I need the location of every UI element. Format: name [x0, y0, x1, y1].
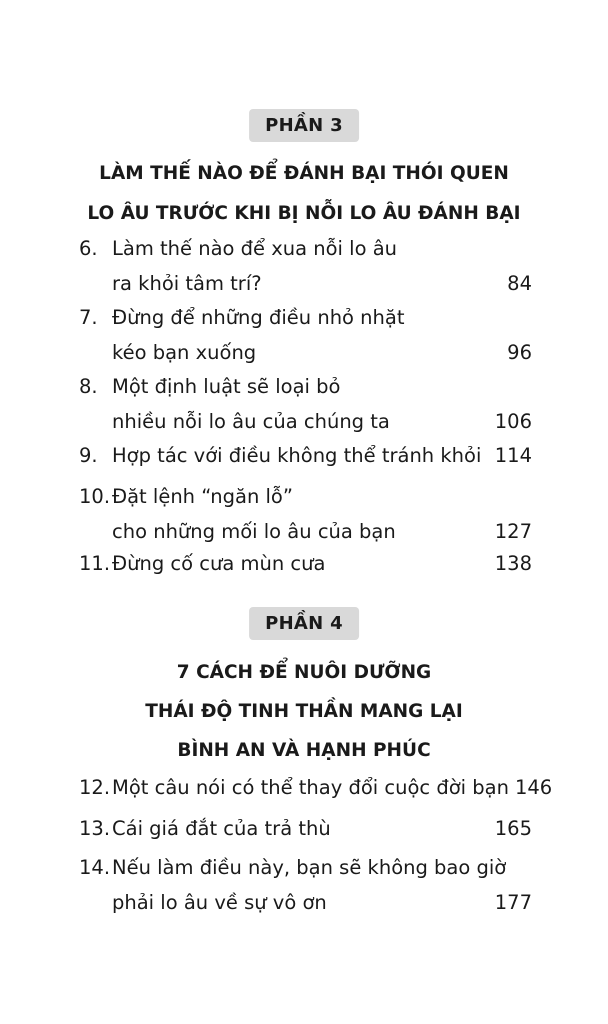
entry-number: 9. — [79, 444, 98, 467]
entry-page-number: 146 — [514, 776, 553, 799]
entry-number: 6. — [79, 237, 98, 260]
entry-page-number: 106 — [494, 410, 532, 433]
part-4-title-line-2: THÁI ĐỘ TINH THẦN MANG LẠI — [145, 701, 463, 722]
entry-title: Đừng để những điều nhỏ nhặt — [112, 306, 405, 329]
entry-title: Làm thế nào để xua nỗi lo âu — [112, 237, 398, 260]
toc-entry-11[interactable] — [79, 546, 532, 581]
part-3-title-line-2: LO ÂU TRƯỚC KHI BỊ NỖI LO ÂU ĐÁNH BẠI — [87, 203, 521, 224]
entry-page-number: 138 — [494, 552, 532, 575]
entry-title: Đừng cố cưa mùn cưa — [112, 552, 326, 575]
entry-page-number: 177 — [494, 891, 532, 914]
entry-page-number: 96 — [507, 341, 532, 364]
entry-title-continued: phải lo âu về sự vô ơn — [112, 891, 327, 914]
entry-title: Đặt lệnh “ngăn lỗ” — [112, 485, 293, 508]
part-4-label: PHẦN 4 — [249, 607, 359, 640]
part-4-title-line-3: BÌNH AN VÀ HẠNH PHÚC — [177, 740, 431, 761]
entry-title: Hợp tác với điều không thể tránh khỏi — [112, 444, 482, 467]
toc-entry-12[interactable] — [79, 770, 553, 805]
entry-title-continued: cho những mối lo âu của bạn — [112, 520, 396, 543]
entry-page-number: 84 — [507, 272, 532, 295]
toc-entry-6[interactable] — [79, 231, 532, 301]
toc-entry-14[interactable] — [79, 850, 532, 920]
entry-number: 12. — [79, 776, 111, 799]
entry-number: 8. — [79, 375, 98, 398]
part-3-title-line-1: LÀM THẾ NÀO ĐỂ ĐÁNH BẠI THÓI QUEN — [99, 163, 509, 184]
entry-page-number: 127 — [494, 520, 532, 543]
toc-entry-8[interactable] — [79, 369, 532, 439]
entry-title-continued: ra khỏi tâm trí? — [112, 272, 262, 295]
part-4-title-line-1: 7 CÁCH ĐỂ NUÔI DƯỠNG — [176, 662, 432, 683]
part-3-label: PHẦN 3 — [249, 109, 359, 142]
entry-title: Nếu làm điều này, bạn sẽ không bao giờ — [112, 856, 507, 879]
entry-number: 11. — [79, 552, 111, 575]
entry-title-continued: kéo bạn xuống — [112, 341, 257, 364]
toc-entry-9[interactable] — [79, 438, 532, 473]
entry-page-number: 165 — [494, 817, 532, 840]
entry-title: Một câu nói có thể thay đổi cuộc đời bạn — [112, 776, 509, 799]
entry-title-continued: nhiều nỗi lo âu của chúng ta — [112, 410, 390, 433]
entry-page-number: 114 — [494, 444, 532, 467]
entry-title: Cái giá đắt của trả thù — [112, 817, 331, 840]
entry-title: Một định luật sẽ loại bỏ — [112, 375, 341, 398]
toc-entry-13[interactable] — [79, 811, 532, 846]
toc-entry-10[interactable] — [79, 479, 532, 549]
entry-number: 7. — [79, 306, 98, 329]
entry-number: 13. — [79, 817, 111, 840]
toc-entry-7[interactable] — [79, 300, 532, 370]
entry-number: 14. — [79, 856, 111, 879]
entry-number: 10. — [79, 485, 111, 508]
